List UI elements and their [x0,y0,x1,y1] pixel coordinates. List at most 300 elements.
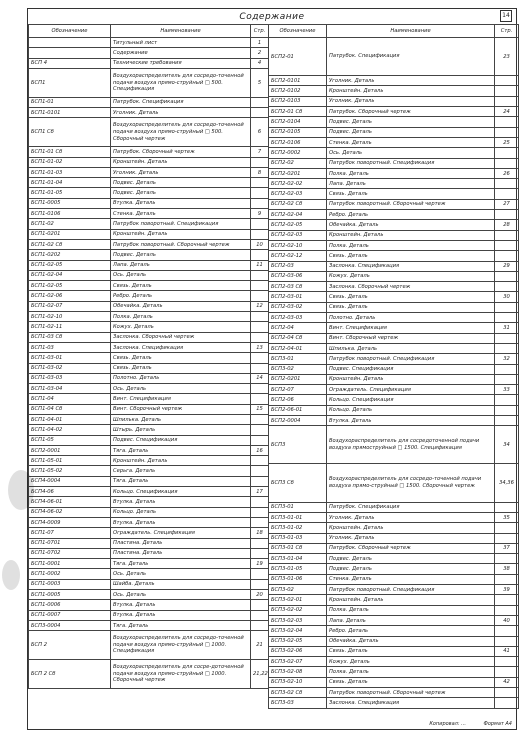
page-cell: 16 [251,445,269,455]
page-cell: 23 [495,38,519,76]
name-cell: Тяга. Деталь [111,445,251,455]
page-cell [251,538,269,548]
left-rows [29,38,269,689]
designation-cell: БСП1-05 [29,435,111,445]
page-cell: 28 [495,220,519,230]
page-cell [251,312,269,322]
page-cell [495,282,519,292]
page-cell [495,230,519,240]
page-cell [251,270,269,280]
designation-cell: БСП2-0106 [269,137,327,147]
designation-cell: БСП1-0001 [29,559,111,569]
header-name: Наименование [111,25,251,38]
name-cell: Подвес. Деталь [327,117,495,127]
designation-cell: БСП2-02-02 [269,179,327,189]
page-cell: 9 [251,209,269,219]
name-cell: Уголник. Деталь [327,512,495,522]
designation-cell: БСП1 [29,68,111,97]
page-cell [495,688,519,698]
page-cell [251,476,269,486]
designation-cell: БСП2-02 Сб [269,199,327,209]
table-row [29,291,269,301]
designation-cell: БСП1-0701 [29,538,111,548]
right-rows [269,38,519,709]
name-cell: Воздухораспределитель для сосредоточенной подачи воздуха прямоструйный □ 1500. Спецификация [327,426,495,464]
page-cell [495,405,519,415]
name-cell: Полка. Деталь [327,240,495,250]
table-row [29,425,269,435]
table-row [269,86,519,96]
table-row [269,385,519,395]
page-cell [251,198,269,208]
name-cell: Втулка. Деталь [111,517,251,527]
page-cell [251,497,269,507]
page-cell [251,322,269,332]
page-cell [495,251,519,261]
table-row [29,414,269,424]
name-cell: Полка. Деталь [111,312,251,322]
table-row [29,435,269,445]
table-row [269,96,519,106]
page-cell [495,626,519,636]
designation-cell: БСП1-01 Сб [29,147,111,157]
header-designation: Обозначение [269,25,327,38]
table-row [269,364,519,374]
name-cell: Патрубок поворотный. Спецификация [111,219,251,229]
name-cell: Винт. Спецификация [327,323,495,333]
designation-cell: БСП 4 [29,58,111,68]
page-cell [495,240,519,250]
name-cell: Заслонка. Сборочный чертеж [327,282,495,292]
name-cell: Обечайка. Деталь [327,220,495,230]
designation-cell: БСП1-0006 [29,600,111,610]
name-cell: Уголник. Деталь [327,96,495,106]
table-row [269,354,519,364]
name-cell: Кронштейн. Деталь [111,229,251,239]
table-row [29,322,269,332]
designation-cell: БСП3 [269,426,327,464]
page-cell [495,117,519,127]
designation-cell: БСП1-04 [29,394,111,404]
designation-cell: БСП 2 [29,631,111,660]
table-row [269,698,519,708]
designation-cell: БСП1-01-02 [29,157,111,167]
page-cell: 41 [495,646,519,656]
sheet-format: Формат А4 [483,721,512,727]
name-cell: Патрубок поворотный. Сборочный чертеж [327,688,495,698]
table-row [269,554,519,564]
name-cell: Патрубок поворотный. Сборочный чертеж [327,199,495,209]
page-cell: 42 [495,677,519,687]
name-cell: Заслонка. Спецификация [327,261,495,271]
name-cell: Заслонка. Спецификация [327,698,495,708]
designation-cell: БСП1-01-03 [29,167,111,177]
designation-cell: БСП1-01-04 [29,178,111,188]
page-cell [251,384,269,394]
table-row [29,660,269,689]
designation-cell: БСП3-01-04 [269,554,327,564]
table-row [269,38,519,76]
page-cell [495,698,519,708]
designation-cell: БСП1-0101 [29,108,111,118]
designation-cell: БСП1-02 Сб [29,239,111,249]
table-row [269,230,519,240]
title-block-stamp [413,721,512,727]
page-cell [251,219,269,229]
table-row [29,476,269,486]
name-cell: Ограждатель. Спецификация [111,528,251,538]
designation-cell: БСП2-0101 [269,76,327,86]
designation-cell: БСП3-02 [269,364,327,374]
page-cell [495,210,519,220]
table-row [29,445,269,455]
table-row [269,543,519,553]
page-cell [495,657,519,667]
table-row [29,497,269,507]
designation-cell: БСП1-02-05 [29,260,111,270]
designation-cell: БСП2-02-05 [269,220,327,230]
table-row [269,210,519,220]
designation-cell: БСП4-06-02 [29,507,111,517]
page-cell [251,466,269,476]
designation-cell: БСП3 Сб [269,464,327,502]
table-row [269,271,519,281]
name-cell: Втулка. Деталь [111,610,251,620]
page-cell [251,97,269,107]
page-cell: 11 [251,260,269,270]
name-cell: Титульный лист [111,38,251,48]
name-cell: Патрубок. Сборочный чертеж [327,543,495,553]
designation-cell: БСП2-03-02 [269,302,327,312]
table-row [29,281,269,291]
name-cell: Ребро. Деталь [327,626,495,636]
page-cell [495,127,519,137]
designation-cell: БСП2-04-01 [269,343,327,353]
table-row [269,415,519,425]
name-cell: Связь. Деталь [327,646,495,656]
designation-cell: БСП1-02-07 [29,301,111,311]
name-cell: Серьга. Деталь [111,466,251,476]
name-cell: Ось. Деталь [111,569,251,579]
page-cell [495,502,519,512]
name-cell: Винт. Сборочный чертеж [111,404,251,414]
name-cell: Кожух. Деталь [327,657,495,667]
name-cell: Винт. Спецификация [111,394,251,404]
designation-cell: БСП3-02-06 [269,646,327,656]
name-cell: Воздухораспределитель для сосредо-точенной подачи воздуха прямо-струйный □ 500. Спецификация [111,68,251,97]
table-row [269,137,519,147]
table-row [29,600,269,610]
table-row [29,97,269,107]
designation-cell: БСП4-0004 [29,476,111,486]
table-row [29,631,269,660]
designation-cell: БСП1 Сб [29,118,111,147]
designation-cell: БСП2-0104 [269,117,327,127]
table-row [29,250,269,260]
name-cell: Втулка. Деталь [327,415,495,425]
name-cell: Винт. Сборочный чертеж [327,333,495,343]
page-cell [251,548,269,558]
table-row [269,574,519,584]
designation-cell: БСП2-04 Сб [269,333,327,343]
page-cell: 30 [495,292,519,302]
page-cell [495,148,519,158]
name-cell: Патрубок. Сборочный чертеж [327,107,495,117]
designation-cell: БСП1-02 [29,219,111,229]
table-row [29,188,269,198]
name-cell: Кожух. Деталь [111,322,251,332]
name-cell: Подвес. Спецификация [327,364,495,374]
page-cell: 31 [495,323,519,333]
name-cell: Патрубок. Спецификация [327,502,495,512]
page-cell [251,281,269,291]
table-row [269,261,519,271]
name-cell: Заслонка. Сборочный чертеж [111,332,251,342]
table-row [269,677,519,687]
page-cell [251,507,269,517]
name-cell: Уголник. Деталь [327,76,495,86]
table-row [269,564,519,574]
name-cell: Кронштейн. Деталь [327,523,495,533]
name-cell: Связь. Деталь [327,292,495,302]
designation-cell: БСП3-01-01 [269,512,327,522]
designation-cell: БСП3-01 [269,502,327,512]
name-cell: Патрубок поворотный. Сборочный чертеж [111,239,251,249]
designation-cell: БСП2-02-03 [269,189,327,199]
table-row [29,58,269,68]
name-cell: Тяга. Деталь [111,620,251,630]
name-cell: Полка. Деталь [327,667,495,677]
page-cell: 34 [495,426,519,464]
table-row [29,332,269,342]
designation-cell: БСП4-06 [29,487,111,497]
designation-cell: БСП3-02-02 [269,605,327,615]
designation-cell: БСП1-01-05 [29,188,111,198]
page-cell [251,250,269,260]
designation-cell: БСП2-0001 [29,445,111,455]
page-cell: 39 [495,585,519,595]
table-row [29,118,269,147]
designation-cell [29,38,111,48]
name-cell: Связь. Деталь [111,281,251,291]
designation-cell: БСП1-07 [29,528,111,538]
name-cell: Кольцо. Спецификация [111,487,251,497]
name-cell: Подвес. Спецификация [111,435,251,445]
table-row [29,198,269,208]
name-cell: Полка. Деталь [327,605,495,615]
table-row [29,270,269,280]
table-row [29,229,269,239]
name-cell: Обечайка. Деталь [327,636,495,646]
page-cell: 18 [251,528,269,538]
name-cell: Шпилька. Деталь [111,414,251,424]
page-cell: 12 [251,301,269,311]
designation-cell: БСП1-0003 [29,579,111,589]
page-cell: 35 [495,512,519,522]
designation-cell: БСП2-03 [269,261,327,271]
table-row [269,107,519,117]
page-cell [251,332,269,342]
table-row [269,595,519,605]
name-cell: Воздухораспределитель для сосредо-точенной подачи воздуха прямо-струйный □ 500. Сборочный чертеж [111,118,251,147]
designation-cell: БСП1-04 Сб [29,404,111,414]
designation-cell: БСП2-0002 [269,148,327,158]
name-cell: Шпилька. Деталь [327,343,495,353]
header-page: Стр. [251,25,269,38]
table-row [269,464,519,502]
table-row [269,168,519,178]
name-cell: Втулка. Деталь [111,198,251,208]
designation-cell: БСП2-01 [269,38,327,76]
table-row [29,559,269,569]
designation-cell [29,48,111,58]
name-cell: Воздухораспределитель для сосредо-точенной подачи воздуха прямо-струйный □ 1500. Сборочный чертеж [327,464,495,502]
designation-cell: БСП1-0702 [29,548,111,558]
name-cell: Шайба. Деталь [111,579,251,589]
name-cell: Связь. Деталь [327,302,495,312]
name-cell: Ограждатель. Спецификация [327,385,495,395]
name-cell: Лапа. Деталь [327,179,495,189]
page-cell: 26 [495,168,519,178]
table-row [269,615,519,625]
designation-cell: БСП3-02 Сб [269,688,327,698]
name-cell: Ребро. Деталь [327,210,495,220]
name-cell: Уголник. Деталь [327,533,495,543]
name-cell: Кронштейн. Деталь [111,157,251,167]
name-cell: Связь. Деталь [327,677,495,687]
page-cell [251,517,269,527]
page-cell [495,395,519,405]
page-cell [495,636,519,646]
page-cell [495,333,519,343]
table-row [269,251,519,261]
table-row [269,323,519,333]
name-cell: Ребро. Деталь [111,291,251,301]
table-row [269,374,519,384]
designation-cell: БСП1-02-05 [29,281,111,291]
table-row [29,167,269,177]
name-cell: Патрубок. Сборочный чертеж [111,147,251,157]
table-row [29,507,269,517]
table-row [269,282,519,292]
page-cell: 14 [251,373,269,383]
table-row [29,147,269,157]
name-cell: Ось. Деталь [111,590,251,600]
name-cell: Полотно. Деталь [111,373,251,383]
table-row [29,48,269,58]
name-cell: Связь. Деталь [111,363,251,373]
page-cell [251,600,269,610]
name-cell: Связь. Деталь [111,353,251,363]
table-row [269,502,519,512]
designation-cell: БСП3-02-07 [269,657,327,667]
designation-cell: БСП2-0004 [269,415,327,425]
designation-cell: БСП2-02-04 [269,210,327,220]
table-row [29,579,269,589]
designation-cell: БСП1-02-04 [29,270,111,280]
name-cell: Технические требования [111,58,251,68]
page-cell: 21,22 [251,660,269,689]
name-cell: Кольцо. Спецификация [327,395,495,405]
page-cell: 4 [251,58,269,68]
contents-table-right [268,24,518,717]
page-cell [495,364,519,374]
page-cell: 10 [251,239,269,249]
designation-cell: БСП1-03-02 [29,363,111,373]
name-cell: Подвес. Деталь [327,564,495,574]
table-row [29,487,269,497]
page-cell [495,595,519,605]
page-cell [495,533,519,543]
designation-cell: БСП2-0103 [269,96,327,106]
designation-cell: БСП2-04 [269,323,327,333]
page-cell: 8 [251,167,269,177]
table-row [29,404,269,414]
designation-cell: БСП2-03 Сб [269,282,327,292]
name-cell: Воздухораспределитель для сосредо-точенной подачи воздуха прямо-струйный □ 1000. Спецификация [111,631,251,660]
page-title: Содержание [239,12,305,22]
page-cell: 20 [251,590,269,600]
table-row [269,189,519,199]
page-cell: 7 [251,147,269,157]
table-row [269,292,519,302]
designation-cell: БСП2-0102 [269,86,327,96]
name-cell: Ось. Деталь [111,270,251,280]
name-cell: Кольцо. Деталь [327,405,495,415]
name-cell: Патрубок поворотный. Спецификация [327,585,495,595]
designation-cell: БСП2-03-01 [269,292,327,302]
designation-cell: БСП2-07 [269,385,327,395]
name-cell: Подвес. Деталь [111,250,251,260]
page-cell [251,291,269,301]
designation-cell: БСП1-0007 [29,610,111,620]
table-row [269,605,519,615]
table-row [269,585,519,595]
name-cell: Уголник. Деталь [111,108,251,118]
designation-cell: БСП3-01 Сб [269,543,327,553]
table-row [269,523,519,533]
page-cell [495,271,519,281]
table-row [269,148,519,158]
name-cell: Кронштейн. Деталь [327,595,495,605]
table-row [269,405,519,415]
page-cell: 5 [251,68,269,97]
name-cell: Заслонка. Спецификация [111,342,251,352]
table-row [269,657,519,667]
page-cell [251,435,269,445]
designation-cell: БСП3-02-05 [269,636,327,646]
page-cell [495,523,519,533]
header-name: Наименование [327,25,495,38]
designation-cell: БСП3-02-04 [269,626,327,636]
name-cell: Подвес. Деталь [111,178,251,188]
page-cell [495,76,519,86]
page-cell [495,189,519,199]
name-cell: Подвес. Деталь [327,127,495,137]
name-cell: Патрубок. Спецификация [111,97,251,107]
table-row [29,38,269,48]
table-row [29,548,269,558]
name-cell: Полка. Деталь [327,168,495,178]
table-row [29,363,269,373]
page-cell [495,605,519,615]
designation-cell: БСП2-02-12 [269,251,327,261]
designation-cell: БСП1-0005 [29,590,111,600]
table-row [29,620,269,630]
table-row [29,528,269,538]
page-cell: 17 [251,487,269,497]
page-cell [495,302,519,312]
